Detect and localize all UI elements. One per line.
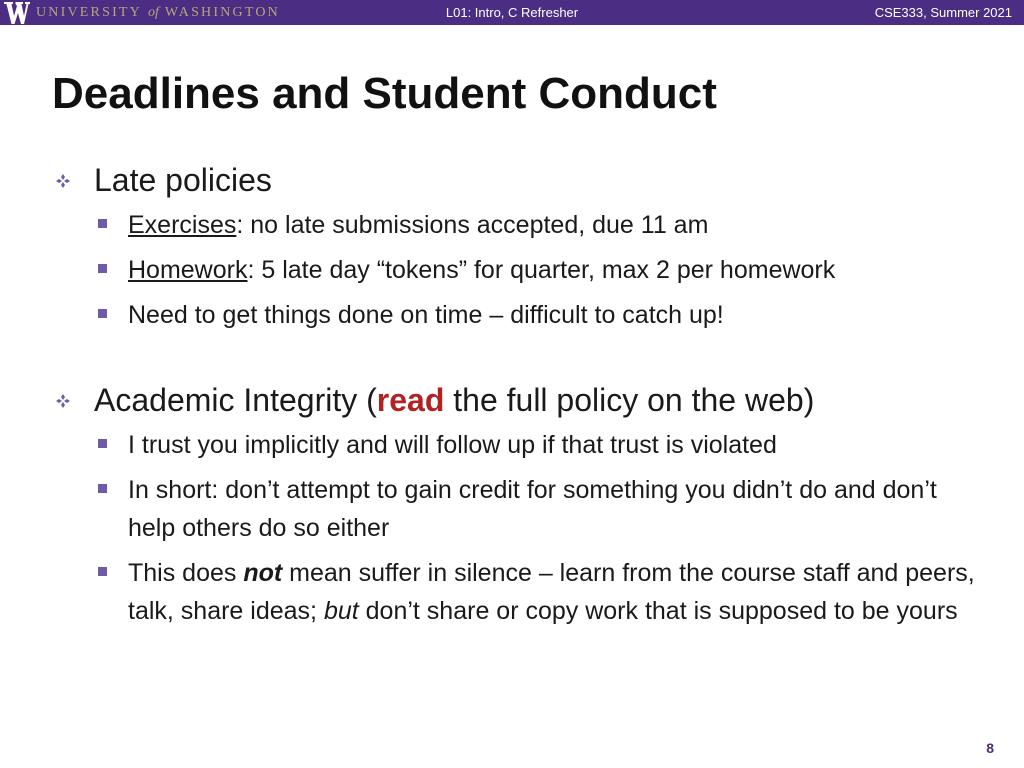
diamond-bullet-icon (56, 394, 70, 408)
bullet-academic-integrity (56, 380, 986, 630)
exercises-text: : no late submissions accepted, due 11 am (236, 211, 709, 239)
wordmark-washington: WASHINGTON (164, 5, 280, 20)
page-number: 8 (986, 740, 994, 756)
wordmark-university: UNIVERSITY (36, 5, 142, 20)
sub-bullet-on-time (94, 296, 986, 334)
silence-text-1: This does (128, 559, 244, 587)
bullet-text: Late policies (94, 162, 272, 198)
square-bullet-icon (98, 567, 107, 576)
sub-bullet-list (94, 426, 986, 630)
homework-label: Homework (128, 256, 248, 284)
wordmark-of: of (148, 5, 159, 20)
sub-bullet-trust (94, 426, 986, 464)
silence-text-3: don’t share or copy work that is supposed to be yours (358, 597, 958, 625)
but-emphasis: but (323, 597, 359, 625)
header-bar (0, 0, 1024, 25)
square-bullet-icon (98, 484, 107, 493)
sub-bullet-exercises (94, 206, 986, 244)
integrity-text-before: Academic Integrity ( (94, 382, 377, 418)
exercises-label: Exercises (128, 211, 237, 239)
sub-bullet-in-short (94, 471, 986, 547)
square-bullet-icon (98, 219, 107, 228)
read-emphasis: read (376, 382, 445, 418)
bullet-list (56, 160, 986, 637)
square-bullet-icon (98, 439, 107, 448)
not-emphasis: not (243, 559, 283, 587)
silence-text-2: mean suffer in silence – learn from the course staff and peers, talk, share ideas; (128, 559, 975, 625)
slide-title: Deadlines and Student Conduct (52, 69, 717, 118)
in-short-text: In short: don’t attempt to gain credit for something you didn’t do and don’t help others do so either (128, 476, 937, 542)
sub-bullet-homework (94, 251, 986, 289)
lecture-title: L01: Intro, C Refresher (445, 5, 579, 20)
course-label: CSE333, Summer 2021 (874, 5, 1012, 20)
on-time-text: Need to get things done on time – difficult to catch up! (128, 301, 724, 329)
sub-bullet-list (94, 206, 986, 334)
homework-text: : 5 late day “tokens” for quarter, max 2 per homework (247, 256, 836, 284)
sub-bullet-not-silence (94, 554, 986, 630)
square-bullet-icon (98, 264, 107, 273)
diamond-bullet-icon (56, 174, 70, 188)
integrity-text-after: the full policy on the web) (444, 382, 815, 418)
bullet-late-policies (56, 160, 986, 334)
trust-text: I trust you implicitly and will follow up if that trust is violated (128, 431, 777, 459)
square-bullet-icon (98, 309, 107, 318)
